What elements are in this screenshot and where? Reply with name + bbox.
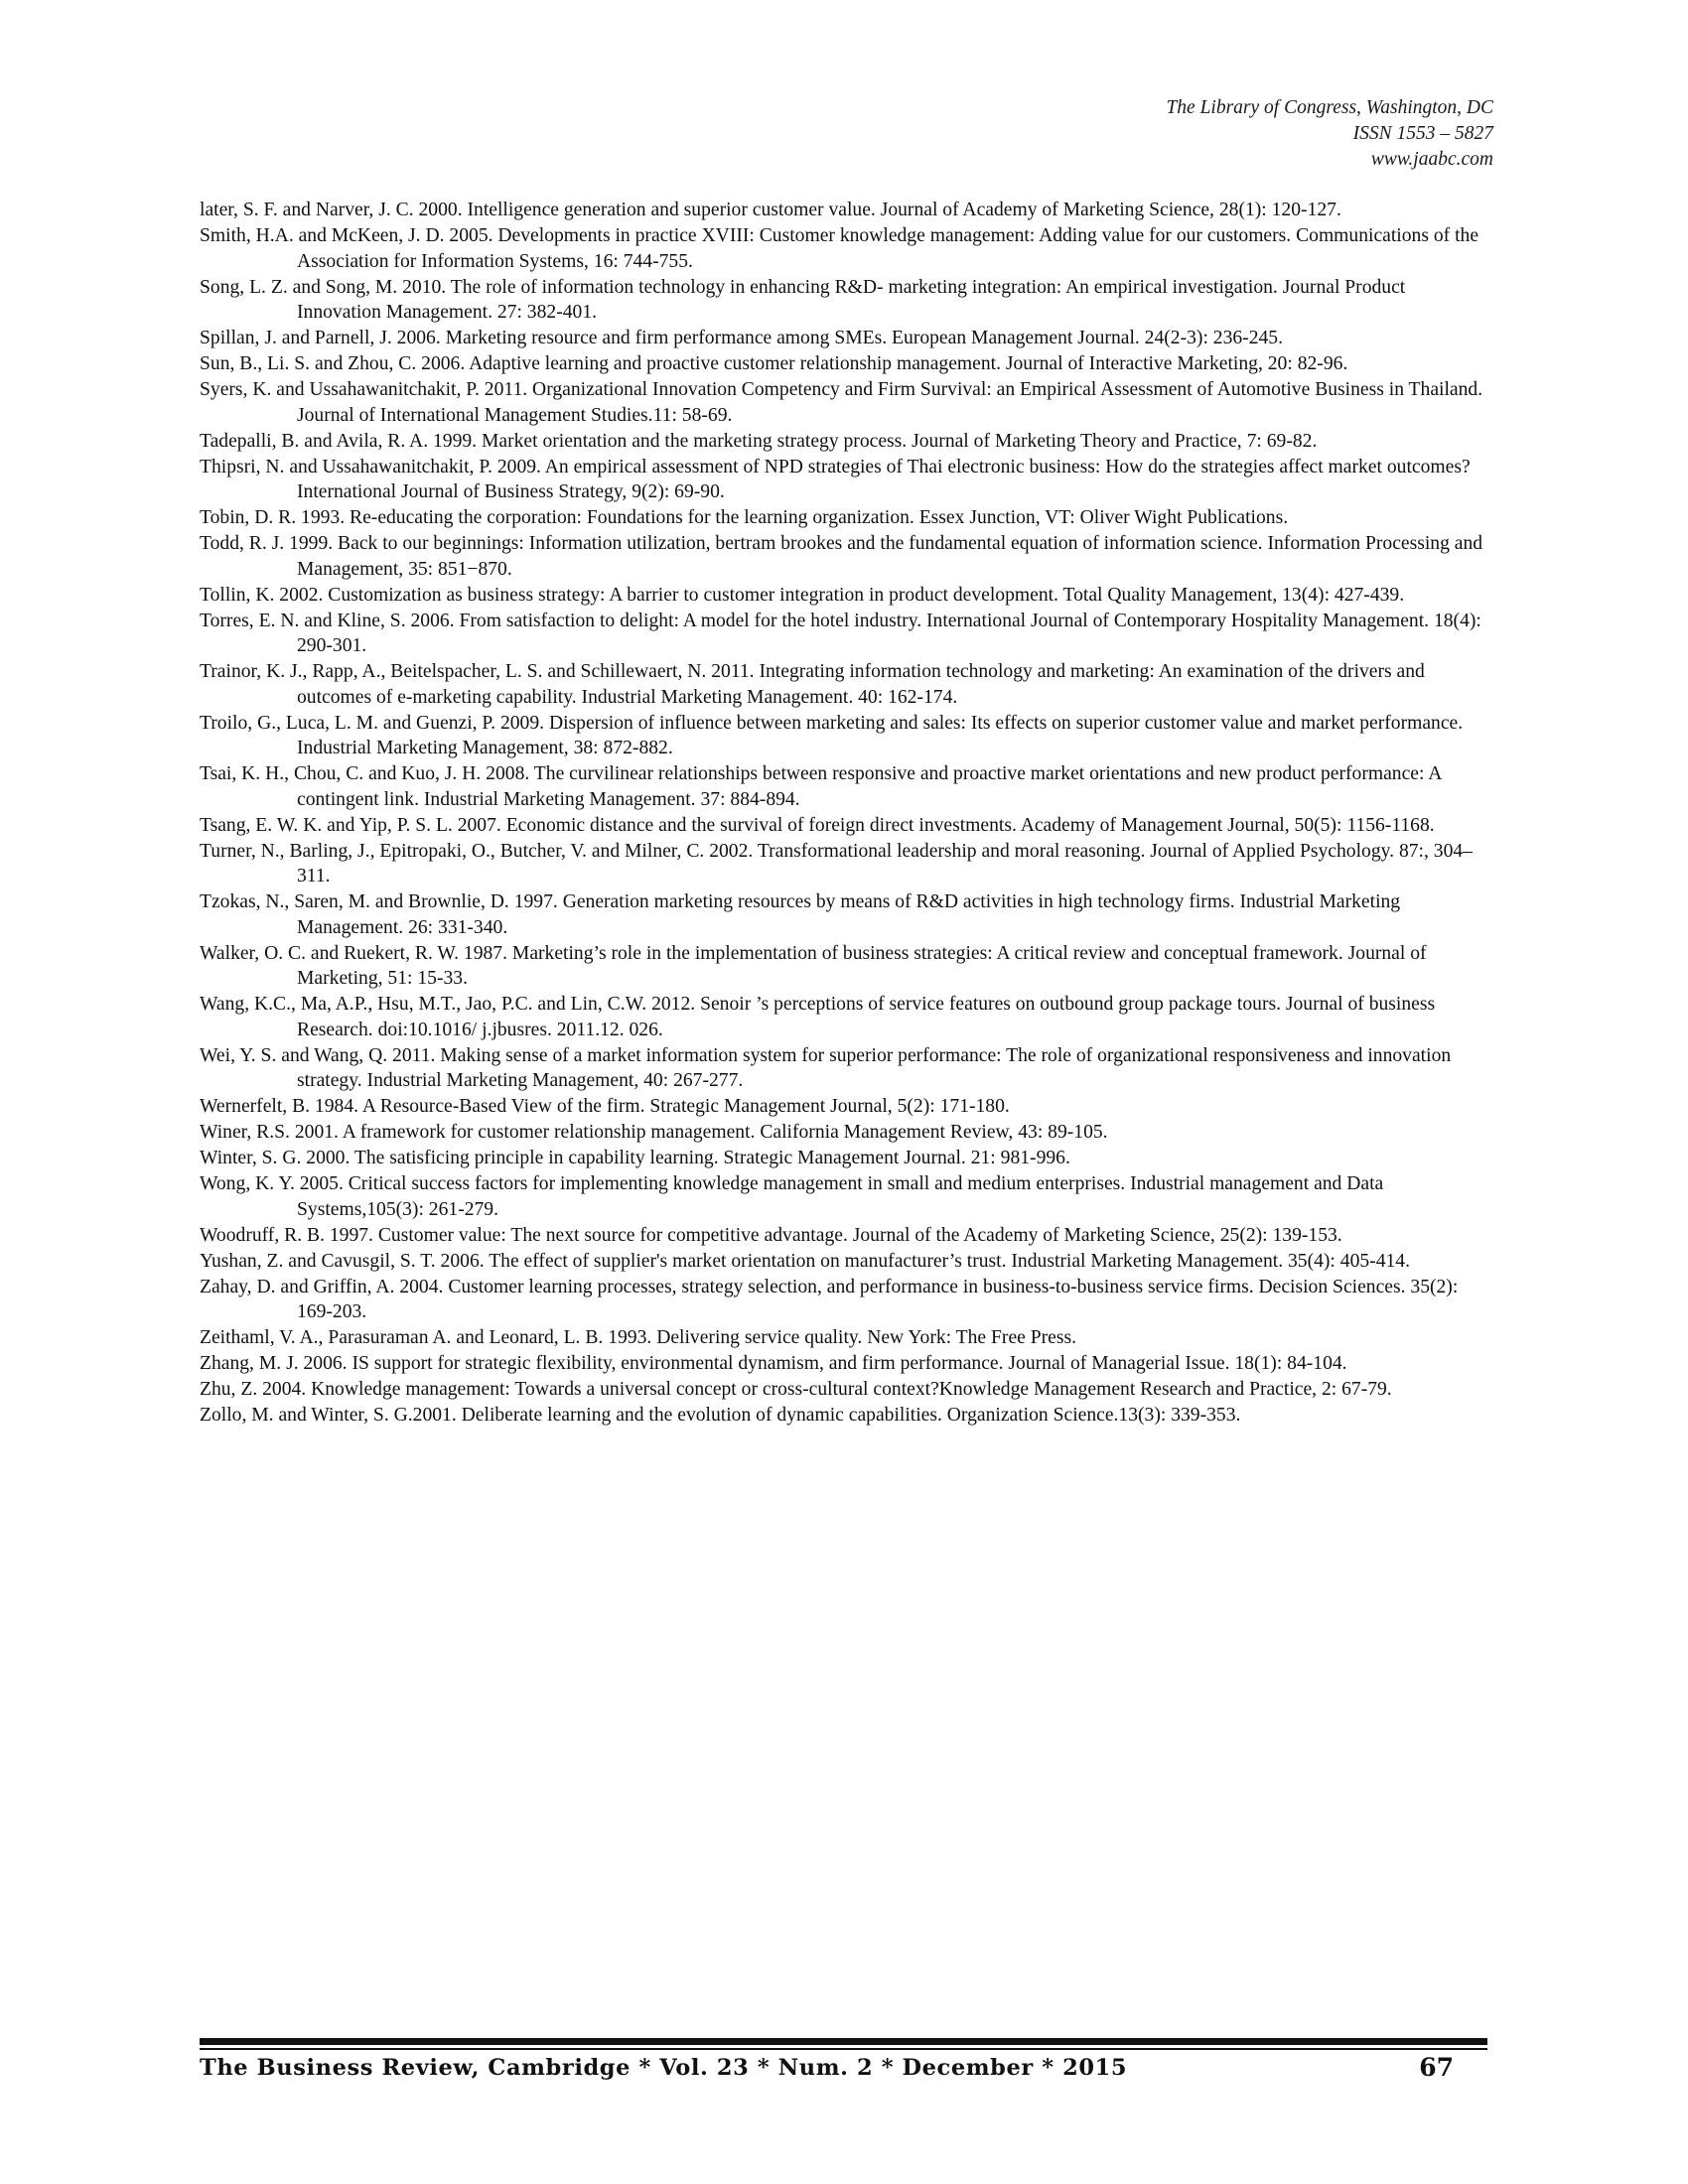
reference-entry: Yushan, Z. and Cavusgil, S. T. 2006. The effect of supplier's market orientation on manufacturer’s trust. Industrial Marketing Management. 35(4): 405-414. (200, 1250, 1410, 1272)
reference-entry: Smith, H.A. and McKeen, J. D. 2005. Developments in practice XVIII: Customer knowledge management: Adding value for our customers. Communications of the Association for Information Systems, 16: 744-755. (200, 225, 1479, 272)
header-issn-line: ISSN 1553 – 5827 (1352, 123, 1493, 144)
reference-entry: Zollo, M. and Winter, S. G.2001. Deliberate learning and the evolution of dynamic capabilities. Organization Science.13(3): 339-353. (200, 1405, 1241, 1426)
reference-entry: Walker, O. C. and Ruekert, R. W. 1987. Marketing’s role in the implementation of business strategies: A critical review and conceptual framework. Journal of Marketing, 51: 15-33. (200, 942, 1427, 989)
reference-entry: Tzokas, N., Saren, M. and Brownlie, D. 1997. Generation marketing resources by means of R&D activities in high technology firms. Industrial Marketing Management. 26: 331-340. (200, 891, 1401, 938)
reference-entry: Spillan, J. and Parnell, J. 2006. Marketing resource and firm performance among SMEs. European Management Journal. 24(2-3): 236-245. (200, 328, 1283, 348)
reference-entry: Wong, K. Y. 2005. Critical success factors for implementing knowledge management in small and medium enterprises. Industrial management and Data Systems,105(3): 261-279. (200, 1173, 1384, 1220)
header-publisher-line: The Library of Congress, Washington, DC (1166, 97, 1493, 118)
reference-entry: Thipsri, N. and Ussahawanitchakit, P. 2009. An empirical assessment of NPD strategies of Thai electronic business: How do the strategies affect market outcomes? International Journal of Business Strategy, 9(2): 69-90. (200, 456, 1471, 502)
footer-rule-thick (200, 2038, 1487, 2045)
reference-entry: Tsang, E. W. K. and Yip, P. S. L. 2007. Economic distance and the survival of foreign direct investments. Academy of Management Journal, 50(5): 1156-1168. (200, 814, 1435, 836)
reference-entry: Wei, Y. S. and Wang, Q. 2011. Making sense of a market information system for superior performance: The role of organizational responsiveness and innovation strategy. Industrial Marketing Management, 40: 267-277. (200, 1044, 1452, 1091)
page-number: 67 (1419, 2053, 1454, 2082)
reference-entry: Zahay, D. and Griffin, A. 2004. Customer learning processes, strategy selection, and performance in business-to-business service firms. Decision Sciences. 35(2): 169-203. (200, 1276, 1459, 1322)
reference-entry: Tobin, D. R. 1993. Re-educating the corporation: Foundations for the learning organization. Essex Junction, VT: Oliver Wight Publications. (200, 507, 1289, 528)
reference-entry: Wang, K.C., Ma, A.P., Hsu, M.T., Jao, P.C. and Lin, C.W. 2012. Senoir ’s perceptions of service features on outbound group package tours. Journal of business Research. doi:10.1016/ j.jbusres. 2011.12. 026. (200, 994, 1436, 1040)
reference-entry: Tadepalli, B. and Avila, R. A. 1999. Market orientation and the marketing strategy process. Journal of Marketing Theory and Practice, 7: 69-82. (200, 430, 1318, 452)
reference-entry: later, S. F. and Narver, J. C. 2000. Intelligence generation and superior customer value. Journal of Academy of Marketing Science, 28(1): 120-127. (200, 200, 1341, 220)
reference-entry: Song, L. Z. and Song, M. 2010. The role of information technology in enhancing R&D- marketing integration: An empirical investigation. Journal Product Innovation Management. 27: 382-401. (200, 276, 1406, 323)
reference-entry: Trainor, K. J., Rapp, A., Beitelspacher, L. S. and Schillewaert, N. 2011. Integrating information technology and marketing: An examination of the drivers and outcomes of e-marketing capability. Industrial Marketing Management. 40: 162-174. (200, 661, 1425, 708)
reference-entry: Winter, S. G. 2000. The satisficing principle in capability learning. Strategic Management Journal. 21: 981-996. (200, 1148, 1070, 1168)
reference-entry: Troilo, G., Luca, L. M. and Guenzi, P. 2009. Dispersion of influence between marketing and sales: Its effects on superior customer value and market performance. Industrial Marketing Management, 38: 872-882. (200, 712, 1464, 758)
reference-entry: Zhang, M. J. 2006. IS support for strategic flexibility, environmental dynamism, and firm performance. Journal of Managerial Issue. 18(1): 84-104. (200, 1353, 1347, 1374)
reference-entry: Tollin, K. 2002. Customization as business strategy: A barrier to customer integration in product development. Total Quality Management, 13(4): 427-439. (200, 584, 1405, 606)
running-header (1166, 95, 1493, 173)
reference-entry: Tsai, K. H., Chou, C. and Kuo, J. H. 2008. The curvilinear relationships between responsive and proactive market orientations and new product performance: A contingent link. Industrial Marketing Management. 37: 884-894. (200, 763, 1442, 810)
reference-entry: Torres, E. N. and Kline, S. 2006. From satisfaction to delight: A model for the hotel industry. International Journal of Contemporary Hospitality Management. 18(4): 290-301. (200, 610, 1481, 656)
reference-entry: Wernerfelt, B. 1984. A Resource-Based View of the firm. Strategic Management Journal, 5(2): 171-180. (200, 1096, 1010, 1117)
reference-list (200, 198, 1486, 1429)
reference-entry: Winer, R.S. 2001. A framework for customer relationship management. California Management Review, 43: 89-105. (200, 1122, 1108, 1143)
footer-rule-thin (200, 2048, 1487, 2050)
reference-entry: Woodruff, R. B. 1997. Customer value: The next source for competitive advantage. Journal of the Academy of Marketing Science, 25(2): 139-153. (200, 1224, 1342, 1246)
reference-entry: Sun, B., Li. S. and Zhou, C. 2006. Adaptive learning and proactive customer relationship management. Journal of Interactive Marketing, 20: 82-96. (200, 353, 1348, 374)
header-website-line: www.jaabc.com (1370, 149, 1493, 170)
reference-entry: Zhu, Z. 2004. Knowledge management: Towards a universal concept or cross-cultural context?Knowledge Management Research and Practice, 2: 67-79. (200, 1379, 1392, 1400)
reference-entry: Todd, R. J. 1999. Back to our beginnings: Information utilization, bertram brookes and the fundamental equation of information science. Information Processing and Management, 35: 851−870. (200, 533, 1483, 580)
reference-entry: Zeithaml, V. A., Parasuraman A. and Leonard, L. B. 1993. Delivering service quality. New York: The Free Press. (200, 1327, 1077, 1348)
reference-entry: Turner, N., Barling, J., Epitropaki, O., Butcher, V. and Milner, C. 2002. Transformational leadership and moral reasoning. Journal of Applied Psychology. 87:, 304–311. (200, 840, 1473, 887)
footer-journal-info: The Business Review, Cambridge * Vol. 23 * Num. 2 * December * 2015 (200, 2055, 1128, 2081)
reference-entry: Syers, K. and Ussahawanitchakit, P. 2011. Organizational Innovation Competency and Firm Survival: an Empirical Assessment of Automotive Business in Thailand. Journal of International Management Studies.11: 58-69. (200, 379, 1483, 426)
